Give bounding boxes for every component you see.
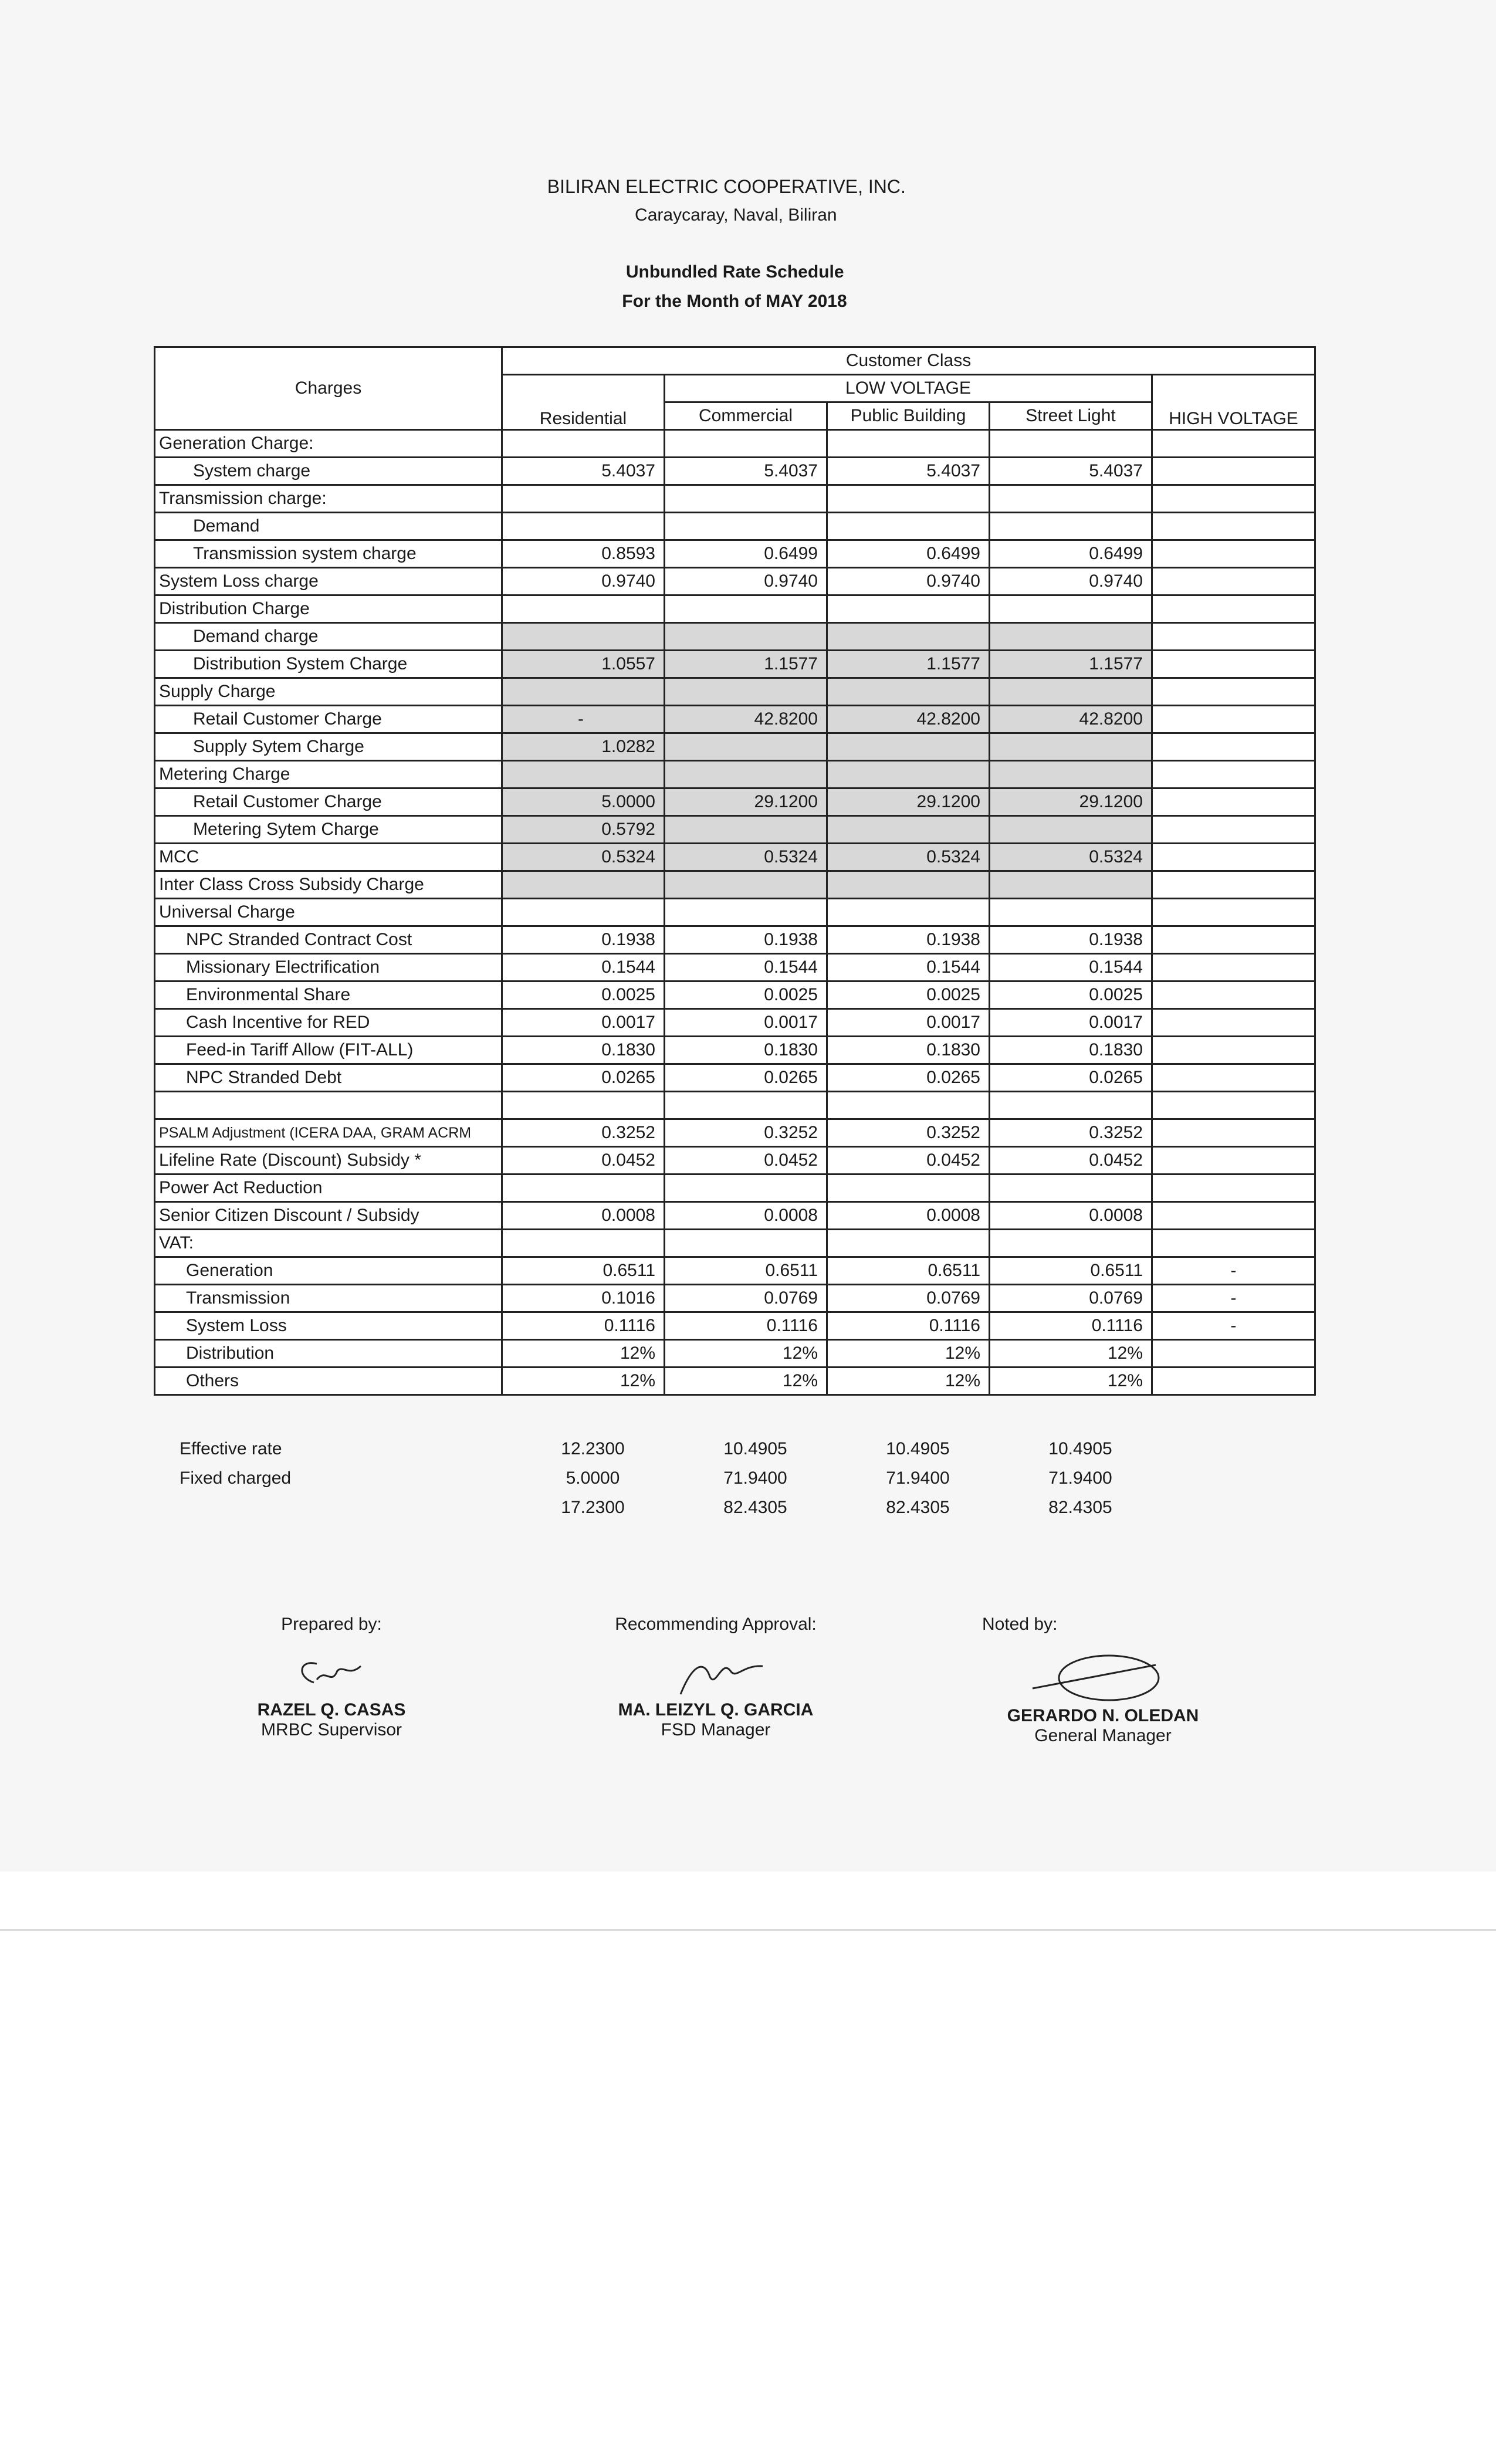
rate-cell: 0.6511 (827, 1257, 990, 1285)
table-row (155, 733, 1315, 761)
document-title: Unbundled Rate Schedule (625, 262, 844, 282)
high-voltage-cell (1152, 844, 1315, 871)
table-row (155, 954, 1315, 981)
row-label: Universal Charge (155, 899, 502, 926)
high-voltage-cell (1152, 1064, 1315, 1092)
rate-cell: 0.3252 (502, 1119, 665, 1147)
table-row (155, 1285, 1315, 1312)
noter-position: General Manager (1034, 1726, 1172, 1745)
table-row (155, 1119, 1315, 1147)
high-voltage-cell (1152, 1037, 1315, 1064)
row-label: Lifeline Rate (Discount) Subsidy * (155, 1147, 502, 1175)
rate-cell: 0.9740 (665, 568, 827, 595)
customer-class-header: Customer Class (502, 347, 1315, 375)
summary-value: 10.4905 (723, 1439, 787, 1458)
rate-cell: 1.0282 (502, 733, 665, 761)
rate-cell: 0.6499 (827, 540, 990, 568)
rate-cell: 0.6511 (502, 1257, 665, 1285)
rate-cell (502, 1175, 665, 1202)
row-label: Transmission (155, 1285, 502, 1312)
rate-cell: 0.0017 (502, 1009, 665, 1037)
prepared-by-label: Prepared by: (281, 1615, 382, 1634)
rate-cell: 0.6511 (990, 1257, 1152, 1285)
rate-cell: 12% (502, 1340, 665, 1368)
row-label: Others (155, 1368, 502, 1395)
rate-cell: 0.0452 (665, 1147, 827, 1175)
rate-cell: 0.0025 (665, 981, 827, 1009)
rate-cell: 42.8200 (665, 706, 827, 733)
signature-mark (273, 1653, 390, 1700)
rate-cell: 0.0008 (665, 1202, 827, 1230)
table-row (155, 485, 1315, 513)
high-voltage-cell (1152, 678, 1315, 706)
signatory-prepared (194, 1615, 469, 1740)
high-voltage-cell: - (1152, 1312, 1315, 1340)
row-label: Senior Citizen Discount / Subsidy (155, 1202, 502, 1230)
summary-value: 12.2300 (561, 1439, 625, 1458)
rate-cell: 0.1938 (665, 926, 827, 954)
table-row (155, 981, 1315, 1009)
rate-cell: 0.0017 (827, 1009, 990, 1037)
row-label: NPC Stranded Contract Cost (155, 926, 502, 954)
rate-cell: 12% (665, 1368, 827, 1395)
row-label: Supply Charge (155, 678, 502, 706)
high-voltage-cell (1152, 1368, 1315, 1395)
rate-cell (665, 430, 827, 458)
rate-cell: 0.0265 (502, 1064, 665, 1092)
table-row (155, 816, 1315, 844)
rate-cell: 0.6499 (665, 540, 827, 568)
rate-cell: 12% (665, 1340, 827, 1368)
rate-cell (827, 1230, 990, 1257)
rate-cell: 0.3252 (665, 1119, 827, 1147)
rate-cell: 0.1116 (502, 1312, 665, 1340)
rate-cell: 0.1544 (502, 954, 665, 981)
table-row (155, 899, 1315, 926)
high-voltage-cell (1152, 733, 1315, 761)
preparer-name: RAZEL Q. CASAS (257, 1700, 406, 1720)
high-voltage-cell: - (1152, 1257, 1315, 1285)
rate-cell (502, 1230, 665, 1257)
signature-mark (1009, 1653, 1197, 1706)
summary-label: Effective rate (180, 1439, 282, 1458)
high-voltage-cell (1152, 899, 1315, 926)
rate-cell (665, 871, 827, 899)
table-row (155, 1037, 1315, 1064)
rate-cell (990, 761, 1152, 788)
summary-value: 82.4305 (1048, 1498, 1112, 1517)
rate-cell (990, 733, 1152, 761)
rate-cell: 29.1200 (990, 788, 1152, 816)
table-row (155, 706, 1315, 733)
row-label: Distribution Charge (155, 595, 502, 623)
high-voltage-cell: - (1152, 1285, 1315, 1312)
summary-value: 17.2300 (561, 1498, 625, 1517)
rate-cell: - (502, 706, 665, 733)
column-header-residential: Residential (502, 375, 665, 430)
rate-cell: 0.5792 (502, 816, 665, 844)
organization-name: BILIRAN ELECTRIC COOPERATIVE, INC. (547, 176, 906, 197)
rate-cell (990, 871, 1152, 899)
high-voltage-cell (1152, 1119, 1315, 1147)
high-voltage-cell (1152, 430, 1315, 458)
table-row (155, 844, 1315, 871)
row-label: Feed-in Tariff Allow (FIT-ALL) (155, 1037, 502, 1064)
row-label: Metering Sytem Charge (155, 816, 502, 844)
row-label: System charge (155, 458, 502, 485)
rate-cell: 0.0265 (827, 1064, 990, 1092)
summary-value: 82.4305 (886, 1498, 950, 1517)
column-header-street-light: Street Light (990, 402, 1152, 430)
rate-cell: 0.3252 (827, 1119, 990, 1147)
column-header-commercial: Commercial (665, 402, 827, 430)
summary-label: Fixed charged (180, 1468, 292, 1488)
high-voltage-cell (1152, 540, 1315, 568)
recommending-approval-label: Recommending Approval: (615, 1615, 817, 1634)
rate-cell (502, 623, 665, 651)
summary-value: 71.9400 (723, 1468, 787, 1488)
rate-cell: 0.1544 (665, 954, 827, 981)
row-label: Transmission charge: (155, 485, 502, 513)
rate-cell: 0.9740 (502, 568, 665, 595)
rate-cell (665, 678, 827, 706)
high-voltage-cell (1152, 1147, 1315, 1175)
rate-cell: 12% (502, 1368, 665, 1395)
row-label: Cash Incentive for RED (155, 1009, 502, 1037)
table-row (155, 871, 1315, 899)
rate-cell: 5.4037 (502, 458, 665, 485)
summary-row (154, 1493, 1314, 1522)
rate-cell: 0.5324 (990, 844, 1152, 871)
rate-cell: 0.0008 (827, 1202, 990, 1230)
rate-cell: 0.1016 (502, 1285, 665, 1312)
row-label: Distribution System Charge (155, 651, 502, 678)
row-label: System Loss charge (155, 568, 502, 595)
rate-cell (827, 595, 990, 623)
rate-cell: 1.1577 (990, 651, 1152, 678)
rate-cell (502, 1092, 665, 1119)
scan-edge-line (0, 1929, 1496, 1931)
summary-row (154, 1464, 1314, 1493)
summary-value: 5.0000 (566, 1468, 620, 1488)
high-voltage-cell (1152, 651, 1315, 678)
low-voltage-header: LOW VOLTAGE (665, 375, 1152, 402)
table-row (155, 651, 1315, 678)
noted-by-label: Noted by: (982, 1615, 1058, 1634)
table-row (155, 1312, 1315, 1340)
rate-cell: 0.0017 (990, 1009, 1152, 1037)
rate-cell: 0.0025 (502, 981, 665, 1009)
rate-schedule-table (154, 346, 1316, 1396)
recommender-position: FSD Manager (661, 1720, 771, 1739)
rate-cell (502, 485, 665, 513)
summary-value: 10.4905 (886, 1439, 950, 1458)
table-row (155, 568, 1315, 595)
rate-cell: 5.4037 (990, 458, 1152, 485)
table-row (155, 430, 1315, 458)
column-header-public-building: Public Building (827, 402, 990, 430)
row-label: MCC (155, 844, 502, 871)
signatory-noted (962, 1615, 1244, 1746)
table-row (155, 761, 1315, 788)
high-voltage-cell (1152, 816, 1315, 844)
rate-cell (665, 1092, 827, 1119)
rate-cell (665, 595, 827, 623)
rate-cell: 0.9740 (990, 568, 1152, 595)
high-voltage-cell (1152, 513, 1315, 540)
row-label: Demand (155, 513, 502, 540)
rate-cell: 0.5324 (827, 844, 990, 871)
rate-cell: 1.0557 (502, 651, 665, 678)
rate-cell (502, 871, 665, 899)
rate-cell: 0.0452 (502, 1147, 665, 1175)
high-voltage-cell (1152, 1175, 1315, 1202)
rate-cell (990, 513, 1152, 540)
signature-mark (628, 1653, 804, 1700)
row-label: PSALM Adjustment (ICERA DAA, GRAM ACRM (155, 1119, 502, 1147)
rate-cell: 0.0025 (827, 981, 990, 1009)
rate-cell: 42.8200 (827, 706, 990, 733)
table-row (155, 1175, 1315, 1202)
table-row (155, 678, 1315, 706)
organization-address: Caraycaray, Naval, Biliran (635, 205, 837, 225)
high-voltage-cell (1152, 871, 1315, 899)
rate-cell (665, 513, 827, 540)
rate-cell (827, 485, 990, 513)
rate-cell: 0.0452 (827, 1147, 990, 1175)
table-row (155, 1009, 1315, 1037)
high-voltage-cell (1152, 458, 1315, 485)
rate-cell (665, 816, 827, 844)
rate-cell: 0.0452 (990, 1147, 1152, 1175)
rate-cell: 0.0769 (665, 1285, 827, 1312)
rate-cell (990, 816, 1152, 844)
rate-cell (665, 623, 827, 651)
table-row (155, 595, 1315, 623)
row-label: VAT: (155, 1230, 502, 1257)
rate-cell: 0.0017 (665, 1009, 827, 1037)
rate-cell (990, 595, 1152, 623)
rate-cell (827, 678, 990, 706)
rate-cell (665, 761, 827, 788)
table-row (155, 1230, 1315, 1257)
rate-cell (990, 678, 1152, 706)
high-voltage-cell (1152, 706, 1315, 733)
summary-value: 71.9400 (886, 1468, 950, 1488)
table-row (155, 623, 1315, 651)
rate-cell: 0.8593 (502, 540, 665, 568)
rate-cell: 0.0769 (827, 1285, 990, 1312)
rate-cell: 0.0025 (990, 981, 1152, 1009)
rate-cell (502, 513, 665, 540)
rate-cell: 29.1200 (827, 788, 990, 816)
row-label: Demand charge (155, 623, 502, 651)
table-row (155, 540, 1315, 568)
row-label: System Loss (155, 1312, 502, 1340)
rate-cell: 0.1116 (665, 1312, 827, 1340)
rate-cell (827, 899, 990, 926)
row-label: Transmission system charge (155, 540, 502, 568)
rate-cell (990, 623, 1152, 651)
rate-cell: 0.1938 (502, 926, 665, 954)
summary-block (154, 1434, 1314, 1522)
rate-cell (827, 871, 990, 899)
rate-cell: 1.1577 (665, 651, 827, 678)
table-row (155, 926, 1315, 954)
high-voltage-cell (1152, 1092, 1315, 1119)
rate-cell: 12% (990, 1340, 1152, 1368)
rate-cell: 0.3252 (990, 1119, 1152, 1147)
rate-cell: 0.0265 (665, 1064, 827, 1092)
rate-cell (827, 623, 990, 651)
rate-cell (827, 1175, 990, 1202)
row-label: Missionary Electrification (155, 954, 502, 981)
row-label: Supply Sytem Charge (155, 733, 502, 761)
summary-value: 82.4305 (723, 1498, 787, 1517)
rate-cell (827, 1092, 990, 1119)
rate-cell (990, 1175, 1152, 1202)
row-label: NPC Stranded Debt (155, 1064, 502, 1092)
rate-cell (502, 430, 665, 458)
high-voltage-cell (1152, 1202, 1315, 1230)
rate-cell: 1.1577 (827, 651, 990, 678)
rate-cell (665, 1175, 827, 1202)
high-voltage-cell (1152, 1230, 1315, 1257)
rate-cell: 0.5324 (502, 844, 665, 871)
summary-value: 71.9400 (1048, 1468, 1112, 1488)
table-row (155, 1257, 1315, 1285)
rate-cell: 42.8200 (990, 706, 1152, 733)
rate-cell (827, 513, 990, 540)
rate-cell (665, 485, 827, 513)
rate-cell: 0.0265 (990, 1064, 1152, 1092)
high-voltage-cell (1152, 788, 1315, 816)
rate-cell (827, 816, 990, 844)
rate-cell: 0.1544 (827, 954, 990, 981)
row-label: Generation (155, 1257, 502, 1285)
noter-name: GERARDO N. OLEDAN (1007, 1706, 1199, 1725)
rate-cell (502, 761, 665, 788)
high-voltage-cell (1152, 981, 1315, 1009)
high-voltage-cell (1152, 1340, 1315, 1368)
signatory-recommending (540, 1615, 892, 1740)
row-label: Environmental Share (155, 981, 502, 1009)
rate-cell: 0.5324 (665, 844, 827, 871)
row-label: Generation Charge: (155, 430, 502, 458)
table-row (155, 1368, 1315, 1395)
table-row (155, 1202, 1315, 1230)
preparer-position: MRBC Supervisor (260, 1720, 402, 1739)
rate-cell: 0.1938 (827, 926, 990, 954)
row-label: Metering Charge (155, 761, 502, 788)
rate-cell: 0.6499 (990, 540, 1152, 568)
row-label: Power Act Reduction (155, 1175, 502, 1202)
table-row (155, 513, 1315, 540)
row-label: Retail Customer Charge (155, 788, 502, 816)
rate-cell: 0.1830 (502, 1037, 665, 1064)
rate-cell: 0.1830 (990, 1037, 1152, 1064)
document-period: For the Month of MAY 2018 (622, 292, 847, 311)
table-row (155, 788, 1315, 816)
high-voltage-cell (1152, 595, 1315, 623)
rate-cell: 0.1830 (827, 1037, 990, 1064)
rate-cell: 0.9740 (827, 568, 990, 595)
rate-cell: 0.1544 (990, 954, 1152, 981)
rate-cell: 5.4037 (827, 458, 990, 485)
rate-cell: 29.1200 (665, 788, 827, 816)
rate-cell (990, 430, 1152, 458)
rate-cell: 0.1830 (665, 1037, 827, 1064)
table-row (155, 1340, 1315, 1368)
rate-cell: 12% (990, 1368, 1152, 1395)
rate-cell: 5.0000 (502, 788, 665, 816)
rate-cell (665, 1230, 827, 1257)
rate-cell: 5.4037 (665, 458, 827, 485)
high-voltage-cell (1152, 623, 1315, 651)
high-voltage-cell (1152, 568, 1315, 595)
charges-header: Charges (155, 347, 502, 430)
rate-cell: 0.1938 (990, 926, 1152, 954)
recommender-name: MA. LEIZYL Q. GARCIA (618, 1700, 814, 1720)
rate-cell (827, 733, 990, 761)
summary-row (154, 1434, 1314, 1464)
rate-cell: 0.0769 (990, 1285, 1152, 1312)
high-voltage-cell (1152, 1009, 1315, 1037)
rate-cell (827, 761, 990, 788)
rate-cell (502, 678, 665, 706)
summary-value: 10.4905 (1048, 1439, 1112, 1458)
row-label (155, 1092, 502, 1119)
row-label: Distribution (155, 1340, 502, 1368)
high-voltage-cell (1152, 761, 1315, 788)
table-row (155, 1092, 1315, 1119)
rate-cell: 0.1116 (990, 1312, 1152, 1340)
rate-cell: 12% (827, 1368, 990, 1395)
rate-cell (665, 733, 827, 761)
row-label: Inter Class Cross Subsidy Charge (155, 871, 502, 899)
rate-cell (990, 899, 1152, 926)
row-label: Retail Customer Charge (155, 706, 502, 733)
rate-cell: 0.0008 (502, 1202, 665, 1230)
rate-cell (502, 899, 665, 926)
rate-cell: 0.6511 (665, 1257, 827, 1285)
rate-cell: 0.0008 (990, 1202, 1152, 1230)
table-row (155, 1147, 1315, 1175)
rate-cell (990, 1230, 1152, 1257)
rate-cell (502, 595, 665, 623)
high-voltage-header: HIGH VOLTAGE (1152, 375, 1315, 430)
table-row (155, 1064, 1315, 1092)
rate-cell: 0.1116 (827, 1312, 990, 1340)
rate-cell (665, 899, 827, 926)
high-voltage-cell (1152, 926, 1315, 954)
rate-cell: 12% (827, 1340, 990, 1368)
high-voltage-cell (1152, 485, 1315, 513)
rate-cell (827, 430, 990, 458)
table-row (155, 458, 1315, 485)
rate-cell (990, 1092, 1152, 1119)
high-voltage-cell (1152, 954, 1315, 981)
rate-cell (990, 485, 1152, 513)
